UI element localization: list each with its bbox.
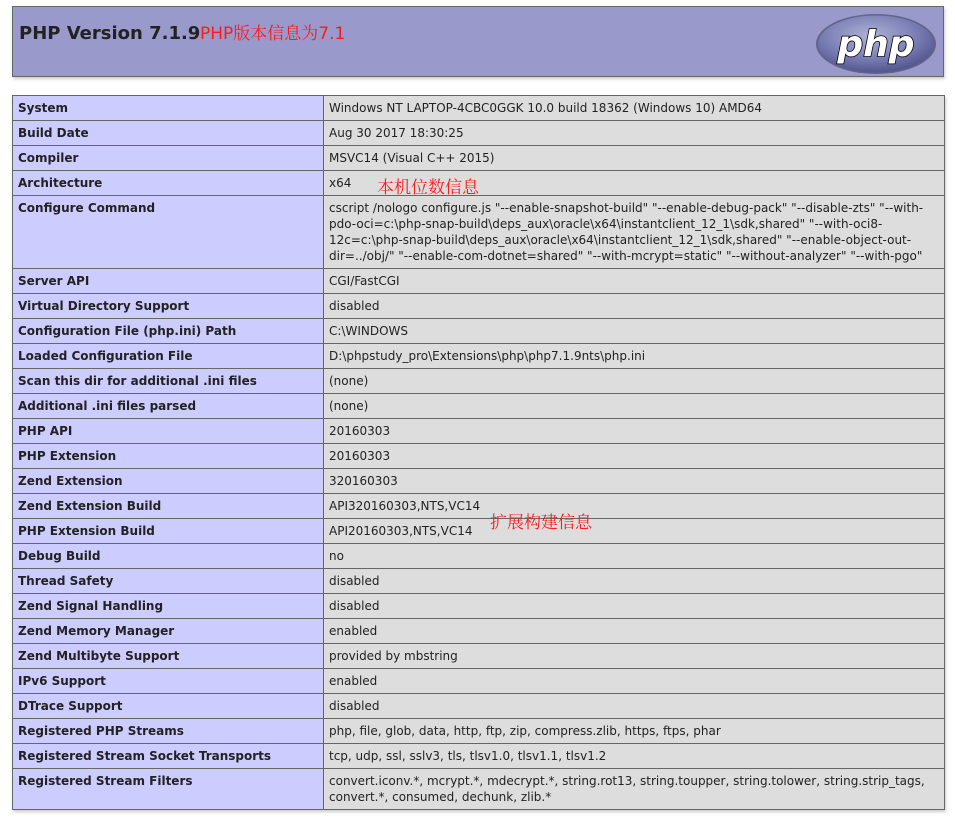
row-key: Architecture (13, 171, 324, 196)
table-row (13, 644, 945, 669)
row-value: D:\phpstudy_pro\Extensions\php\php7.1.9nts\php.ini (324, 344, 945, 369)
table-row (13, 419, 945, 444)
table-row (13, 369, 945, 394)
row-value: disabled (324, 294, 945, 319)
row-value: provided by mbstring (324, 644, 945, 669)
row-value: x64 (324, 171, 945, 196)
table-row (13, 569, 945, 594)
row-value: disabled (324, 569, 945, 594)
row-key: Zend Extension (13, 469, 324, 494)
row-key: DTrace Support (13, 694, 324, 719)
table-row (13, 494, 945, 519)
row-key: System (13, 96, 324, 121)
table-row (13, 669, 945, 694)
table-row (13, 544, 945, 569)
row-value: no (324, 544, 945, 569)
system-info-body (13, 96, 945, 810)
row-key: Zend Multibyte Support (13, 644, 324, 669)
table-row (13, 196, 945, 269)
table-row (13, 744, 945, 769)
annotation-architecture: 本机位数信息 (377, 178, 479, 198)
row-key: PHP Extension Build (13, 519, 324, 544)
row-key: Loaded Configuration File (13, 344, 324, 369)
table-row (13, 121, 945, 146)
row-key: Server API (13, 269, 324, 294)
row-key: Zend Signal Handling (13, 594, 324, 619)
row-value: MSVC14 (Visual C++ 2015) (324, 146, 945, 171)
row-key: Zend Extension Build (13, 494, 324, 519)
row-value: (none) (324, 369, 945, 394)
row-value: (none) (324, 394, 945, 419)
row-value: cscript /nologo configure.js "--enable-snapshot-build" "--enable-debug-pack" "--disable-zts" "--with-pdo-oci=c:\php-snap-build\deps_aux\oracle\x64\instantclient_12_1\sdk,shared" "--with-oci8-12c=c:\php-snap-build\deps_aux\oracle\x64\instantclient_12_1\sdk,shared" "--enable-object-out-dir=../obj/" "--enable-com-dotnet=shared" "--with-mcrypt=static" "--without-analyzer" "--with-pgo" (324, 196, 945, 269)
row-key: Zend Memory Manager (13, 619, 324, 644)
page-title: PHP Version 7.1.9 (19, 23, 201, 44)
table-row (13, 319, 945, 344)
row-value: disabled (324, 594, 945, 619)
table-row (13, 719, 945, 744)
row-key: Configuration File (php.ini) Path (13, 319, 324, 344)
row-key: PHP API (13, 419, 324, 444)
php-logo (815, 13, 937, 75)
row-value: php, file, glob, data, http, ftp, zip, compress.zlib, https, ftps, phar (324, 719, 945, 744)
php-logo-text: php (837, 24, 915, 65)
row-value: C:\WINDOWS (324, 319, 945, 344)
row-key: Registered Stream Filters (13, 769, 324, 810)
row-value: Aug 30 2017 18:30:25 (324, 121, 945, 146)
row-value: CGI/FastCGI (324, 269, 945, 294)
row-value: enabled (324, 619, 945, 644)
row-key: IPv6 Support (13, 669, 324, 694)
table-row (13, 146, 945, 171)
row-key: Configure Command (13, 196, 324, 269)
table-row (13, 469, 945, 494)
table-row (13, 394, 945, 419)
table-row (13, 619, 945, 644)
php-version-header (12, 6, 944, 77)
annotation-version: PHP版本信息为7.1 (200, 24, 346, 44)
table-row (13, 96, 945, 121)
row-key: Registered PHP Streams (13, 719, 324, 744)
row-value: 20160303 (324, 444, 945, 469)
table-row (13, 594, 945, 619)
row-value: API320160303,NTS,VC14 (324, 494, 945, 519)
row-value: tcp, udp, ssl, sslv3, tls, tlsv1.0, tlsv1.1, tlsv1.2 (324, 744, 945, 769)
row-value: enabled (324, 669, 945, 694)
row-key: PHP Extension (13, 444, 324, 469)
row-value: Windows NT LAPTOP-4CBC0GGK 10.0 build 18362 (Windows 10) AMD64 (324, 96, 945, 121)
table-row (13, 769, 945, 810)
row-key: Registered Stream Socket Transports (13, 744, 324, 769)
row-key: Debug Build (13, 544, 324, 569)
table-row (13, 344, 945, 369)
system-info-table (12, 95, 945, 810)
table-row (13, 444, 945, 469)
table-row (13, 519, 945, 544)
row-value: convert.iconv.*, mcrypt.*, mdecrypt.*, string.rot13, string.toupper, string.tolower, string.strip_tags, convert.*, consumed, dechunk, zlib.* (324, 769, 945, 810)
row-value: 20160303 (324, 419, 945, 444)
row-value: 320160303 (324, 469, 945, 494)
row-key: Scan this dir for additional .ini files (13, 369, 324, 394)
row-value: disabled (324, 694, 945, 719)
row-value: API20160303,NTS,VC14 (324, 519, 945, 544)
row-key: Build Date (13, 121, 324, 146)
row-key: Thread Safety (13, 569, 324, 594)
row-key: Additional .ini files parsed (13, 394, 324, 419)
table-row (13, 269, 945, 294)
annotation-extension-build: 扩展构建信息 (490, 513, 592, 533)
table-row (13, 694, 945, 719)
row-key: Compiler (13, 146, 324, 171)
row-key: Virtual Directory Support (13, 294, 324, 319)
table-row (13, 294, 945, 319)
